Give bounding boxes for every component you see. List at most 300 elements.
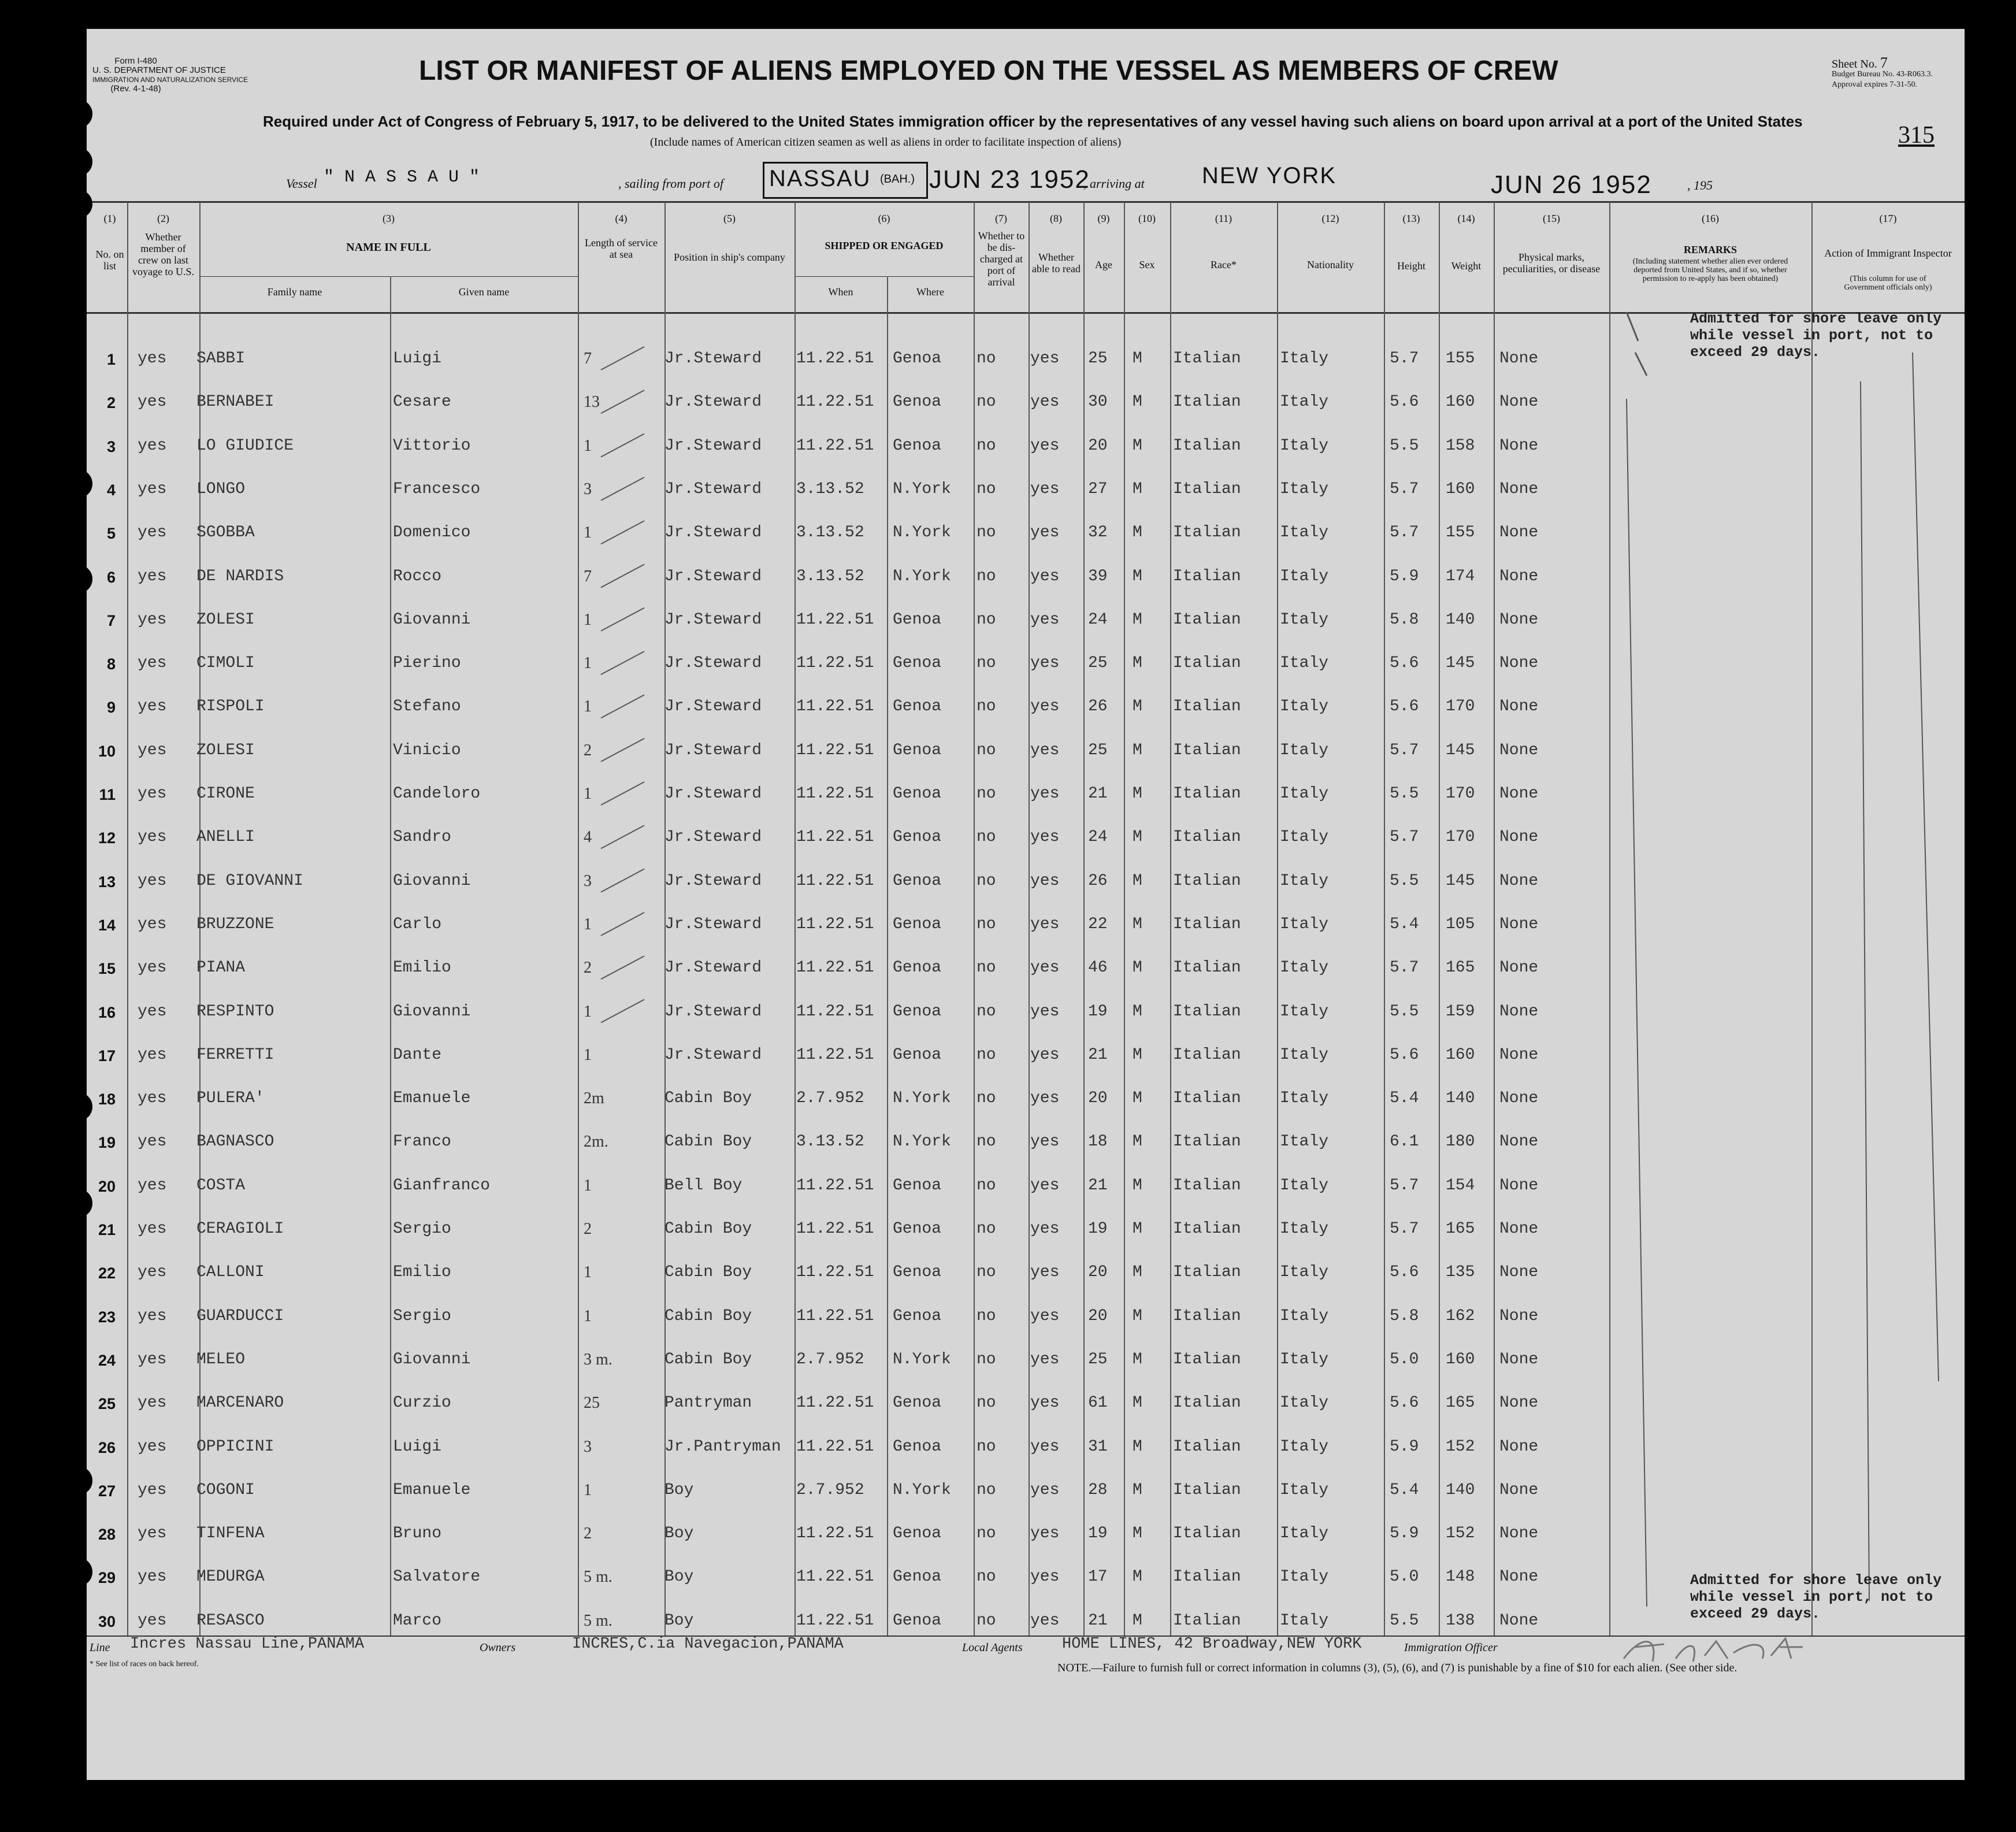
cell-family: OPPICINI	[196, 1437, 274, 1456]
cell-race: Italian	[1173, 1263, 1241, 1282]
header-remarks-note: (Including statement whether alien ever ordered deported from United States, and if so, whether permission to re-apply has been obtained)	[1632, 257, 1788, 283]
cell-discharged: no	[977, 1176, 996, 1195]
cell-marks: None	[1499, 1350, 1539, 1369]
cell-marks: None	[1499, 1481, 1539, 1499]
line-label: Line	[90, 1641, 110, 1654]
cell-service: 3	[584, 872, 592, 890]
pencil-column-line	[1913, 353, 1939, 1381]
cell-nationality: Italy	[1280, 1133, 1329, 1151]
cell-race: Italian	[1173, 1394, 1241, 1412]
cell-read: yes	[1030, 393, 1060, 411]
cell-when: 11.22.51	[796, 959, 874, 977]
pencil-check-mark	[601, 1000, 644, 1023]
vessel-name: " N A S S A U "	[324, 168, 480, 187]
cell-race: Italian	[1173, 393, 1241, 411]
row-number: 6	[106, 568, 116, 586]
cell-race: Italian	[1173, 1350, 1241, 1369]
cell-sex: M	[1133, 654, 1142, 673]
cell-marks: None	[1499, 1045, 1539, 1064]
cell-service: 1	[584, 698, 592, 716]
cell-crew: yes	[138, 350, 167, 368]
cell-nationality: Italy	[1280, 610, 1329, 629]
cell-sex: M	[1133, 1350, 1142, 1369]
cell-weight: 174	[1446, 567, 1475, 585]
cell-age: 31	[1088, 1437, 1108, 1456]
cell-marks: None	[1499, 915, 1539, 933]
cell-read: yes	[1030, 654, 1060, 673]
cell-discharged: no	[977, 480, 996, 498]
cell-height: 6.1	[1390, 1133, 1419, 1151]
cell-when: 11.22.51	[796, 436, 874, 455]
cell-race: Italian	[1173, 524, 1241, 542]
cell-when: 2.7.952	[796, 1350, 864, 1369]
cell-race: Italian	[1173, 1133, 1241, 1151]
header-nationality: Nationality	[1307, 259, 1354, 270]
cell-where: N.York	[893, 1133, 951, 1151]
header-weight: Weight	[1451, 260, 1482, 272]
cell-weight: 165	[1446, 1394, 1475, 1412]
cell-height: 5.7	[1390, 1176, 1419, 1195]
cell-position: Jr.Steward	[664, 350, 762, 368]
cell-age: 21	[1088, 1176, 1108, 1195]
cell-service: 3 m.	[584, 1350, 612, 1369]
cell-age: 17	[1088, 1568, 1108, 1586]
cell-read: yes	[1030, 1176, 1060, 1195]
cell-height: 5.6	[1390, 654, 1419, 673]
cell-sex: M	[1133, 1220, 1142, 1238]
cell-given: Giovanni	[393, 1002, 471, 1021]
cell-family: ANELLI	[196, 828, 255, 847]
row-number: 8	[106, 655, 116, 673]
cell-marks: None	[1499, 1525, 1539, 1543]
cell-service: 3	[584, 480, 592, 498]
cell-given: Dante	[393, 1045, 442, 1064]
cell-service: 2	[584, 741, 592, 759]
cell-service: 1	[584, 610, 592, 629]
approval-expires: Approval expires 7-31-50.	[1832, 80, 1918, 89]
colnum-14: (14)	[1457, 213, 1475, 224]
cell-race: Italian	[1173, 1045, 1241, 1064]
cell-weight: 140	[1446, 610, 1475, 629]
form-number: Form I-480	[114, 56, 157, 66]
cell-given: Carlo	[393, 915, 442, 933]
cell-height: 5.5	[1390, 872, 1419, 890]
cell-given: Pierino	[393, 654, 461, 673]
cell-discharged: no	[977, 1089, 996, 1108]
cell-family: LONGO	[196, 480, 246, 498]
cell-service: 2m.	[584, 1133, 608, 1151]
cell-when: 11.22.51	[796, 1307, 874, 1325]
cell-given: Bruno	[393, 1525, 442, 1543]
cell-when: 11.22.51	[796, 828, 874, 847]
cell-when: 11.22.51	[796, 1263, 874, 1282]
cell-when: 11.22.51	[796, 872, 874, 890]
cell-when: 11.22.51	[796, 1176, 874, 1195]
cell-service: 1	[584, 1263, 592, 1282]
cell-service: 5 m.	[584, 1611, 612, 1630]
pencil-check-mark	[601, 651, 644, 674]
pencil-initial-mark	[1635, 353, 1647, 376]
cell-where: Genoa	[893, 1263, 942, 1282]
cell-given: Curzio	[393, 1394, 451, 1412]
cell-family: PIANA	[196, 959, 246, 977]
cell-weight: 160	[1446, 1350, 1475, 1369]
cell-marks: None	[1499, 350, 1539, 368]
cell-race: Italian	[1173, 1611, 1241, 1630]
cell-family: LO GIUDICE	[196, 436, 294, 455]
cell-sex: M	[1133, 741, 1142, 759]
cell-crew: yes	[138, 1525, 167, 1543]
cell-position: Jr.Steward	[664, 567, 762, 585]
cell-read: yes	[1030, 480, 1060, 498]
cell-sex: M	[1133, 1133, 1142, 1151]
cell-sex: M	[1133, 1481, 1142, 1499]
cell-age: 19	[1088, 1002, 1108, 1021]
cell-read: yes	[1030, 828, 1060, 847]
cell-weight: 159	[1446, 1002, 1475, 1021]
cell-sex: M	[1133, 480, 1142, 498]
cell-age: 27	[1088, 480, 1108, 498]
sailing-label: , sailing from port of	[618, 176, 723, 191]
colnum-12: (12)	[1321, 213, 1339, 224]
row-number: 7	[106, 611, 116, 629]
cell-when: 2.7.952	[796, 1481, 864, 1499]
cell-discharged: no	[977, 1220, 996, 1238]
cell-discharged: no	[977, 524, 996, 542]
fine-note: NOTE.—Failure to furnish full or correct information in columns (3), (5), (6), and (7) is punishable by a fine of $10 for each alien. (See other side.	[1057, 1662, 1737, 1674]
cell-given: Marco	[393, 1611, 442, 1630]
cell-service: 1	[584, 1481, 592, 1499]
row-number: 29	[98, 1569, 116, 1587]
page-title: LIST OR MANIFEST OF ALIENS EMPLOYED ON THE VESSEL AS MEMBERS OF CREW	[419, 55, 1558, 86]
remarks-stamp-top	[1690, 310, 1941, 361]
header-able-to-read: Whether able to read	[1032, 251, 1081, 275]
cell-where: Genoa	[893, 698, 942, 716]
cell-family: SGOBBA	[196, 524, 255, 542]
required-statement: Required under Act of Congress of February 5, 1917, to be delivered to the United States immigration officer by the representatives of any vessel having such aliens on board upon arrival at a port of the United States	[263, 113, 1803, 130]
cell-position: Cabin Boy	[664, 1263, 752, 1282]
header-sex: Sex	[1139, 259, 1155, 270]
pencil-check-mark	[601, 477, 644, 500]
cell-weight: 145	[1446, 741, 1475, 759]
row-number: 26	[98, 1438, 116, 1456]
cell-where: Genoa	[893, 959, 942, 977]
cell-height: 5.0	[1390, 1350, 1419, 1369]
row-number: 12	[98, 829, 116, 847]
remarks-bottom-line-3: exceed 29 days.	[1690, 1605, 1821, 1622]
cell-when: 11.22.51	[796, 654, 874, 673]
cell-nationality: Italy	[1280, 1002, 1329, 1021]
pencil-check-mark	[601, 695, 644, 718]
cell-height: 5.4	[1390, 1481, 1419, 1499]
cell-discharged: no	[977, 1525, 996, 1543]
cell-discharged: no	[977, 567, 996, 585]
cell-given: Emanuele	[393, 1481, 471, 1499]
cell-read: yes	[1030, 1481, 1060, 1499]
cell-where: N.York	[893, 567, 951, 585]
cell-crew: yes	[138, 654, 167, 673]
cell-read: yes	[1030, 915, 1060, 933]
arrival-date-stamp: JUN 26 1952	[1491, 170, 1652, 199]
cell-where: Genoa	[893, 1307, 942, 1325]
cell-sex: M	[1133, 1568, 1142, 1586]
cell-read: yes	[1030, 1394, 1060, 1412]
colnum-10: (10)	[1138, 213, 1156, 224]
cell-crew: yes	[138, 698, 167, 716]
cell-weight: 105	[1446, 915, 1475, 933]
cell-discharged: no	[977, 698, 996, 716]
cell-marks: None	[1499, 698, 1539, 716]
cell-weight: 138	[1446, 1611, 1475, 1630]
row-number: 17	[98, 1047, 116, 1065]
row-number: 21	[98, 1221, 116, 1238]
cell-when: 2.7.952	[796, 1089, 864, 1108]
colnum-4: (4)	[615, 213, 628, 224]
cell-crew: yes	[138, 567, 167, 585]
cell-race: Italian	[1173, 1307, 1241, 1325]
cell-nationality: Italy	[1280, 828, 1329, 847]
cell-marks: None	[1499, 1263, 1539, 1282]
cell-given: Domenico	[393, 524, 471, 542]
cell-where: Genoa	[893, 1394, 942, 1412]
cell-height: 5.5	[1390, 436, 1419, 455]
cell-when: 11.22.51	[796, 698, 874, 716]
cell-age: 20	[1088, 1263, 1108, 1282]
cell-race: Italian	[1173, 350, 1241, 368]
revision: (Rev. 4-1-48)	[110, 84, 161, 94]
cell-given: Giovanni	[393, 610, 471, 629]
row-number: 27	[98, 1482, 116, 1500]
cell-where: Genoa	[893, 1176, 942, 1195]
cell-service: 2m	[584, 1089, 604, 1108]
cell-sex: M	[1133, 1089, 1142, 1108]
cell-crew: yes	[138, 1568, 167, 1586]
cell-age: 26	[1088, 872, 1108, 890]
cell-position: Jr.Steward	[664, 393, 762, 411]
cell-age: 24	[1088, 610, 1108, 629]
owners-value: INCRES,C.ia Navegacion,PANAMA	[572, 1636, 844, 1653]
cell-marks: None	[1499, 1176, 1539, 1195]
cell-height: 5.6	[1390, 698, 1419, 716]
cell-position: Cabin Boy	[664, 1089, 752, 1108]
cell-given: Sandro	[393, 828, 451, 847]
cell-discharged: no	[977, 1568, 996, 1586]
cell-crew: yes	[138, 1089, 167, 1108]
cell-family: CIMOLI	[196, 654, 255, 673]
cell-read: yes	[1030, 1002, 1060, 1021]
agents-value: HOME LINES, 42 Broadway,NEW YORK	[1062, 1636, 1362, 1653]
cell-nationality: Italy	[1280, 1176, 1329, 1195]
colnum-16: (16)	[1702, 213, 1719, 224]
cell-read: yes	[1030, 567, 1060, 585]
punch-hole	[64, 469, 92, 498]
cell-marks: None	[1499, 785, 1539, 803]
cell-position: Boy	[664, 1568, 694, 1586]
cell-where: Genoa	[893, 654, 942, 673]
cell-crew: yes	[138, 1350, 167, 1369]
header-race: Race*	[1211, 259, 1237, 270]
pencil-column-line	[1627, 399, 1647, 1607]
cell-nationality: Italy	[1280, 741, 1329, 759]
cell-crew: yes	[138, 1133, 167, 1151]
cell-age: 21	[1088, 1045, 1108, 1064]
pencil-check-mark	[601, 390, 644, 413]
cell-when: 11.22.51	[796, 610, 874, 629]
cell-height: 5.7	[1390, 1220, 1419, 1238]
cell-crew: yes	[138, 872, 167, 890]
header-name-in-full: NAME IN FULL	[346, 241, 431, 254]
cell-sex: M	[1133, 610, 1142, 629]
cell-position: Jr.Steward	[664, 828, 762, 847]
cell-discharged: no	[977, 350, 996, 368]
cell-when: 11.22.51	[796, 915, 874, 933]
cell-weight: 154	[1446, 1176, 1475, 1195]
cell-service: 2	[584, 1525, 592, 1543]
include-note: (Include names of American citizen seamen as well as aliens in order to facilitate inspection of aliens)	[650, 136, 1122, 149]
cell-nationality: Italy	[1280, 1089, 1329, 1108]
cell-sex: M	[1133, 872, 1142, 890]
row-number: 19	[98, 1134, 116, 1152]
pencil-check-mark	[601, 434, 644, 457]
cell-when: 11.22.51	[796, 1525, 874, 1543]
page-number: 315	[1898, 122, 1935, 149]
cell-crew: yes	[138, 524, 167, 542]
cell-race: Italian	[1173, 741, 1241, 759]
header-family-name: Family name	[267, 286, 322, 298]
cell-height: 5.9	[1390, 1525, 1419, 1543]
sailing-port: NASSAU	[769, 166, 871, 191]
cell-age: 20	[1088, 1307, 1108, 1325]
cell-service: 1	[584, 1176, 592, 1195]
pencil-check-mark	[601, 608, 644, 631]
cell-height: 5.6	[1390, 393, 1419, 411]
cell-given: Emanuele	[393, 1089, 471, 1108]
cell-where: Genoa	[893, 1002, 942, 1021]
cell-sex: M	[1133, 1045, 1142, 1064]
cell-given: Stefano	[393, 698, 461, 716]
cell-age: 25	[1088, 350, 1108, 368]
cell-nationality: Italy	[1280, 436, 1329, 455]
cell-family: BRUZZONE	[196, 915, 274, 933]
cell-age: 20	[1088, 436, 1108, 455]
cell-position: Jr.Steward	[664, 480, 762, 498]
cell-height: 5.9	[1390, 567, 1419, 585]
cell-marks: None	[1499, 654, 1539, 673]
cell-where: Genoa	[893, 872, 942, 890]
cell-marks: None	[1499, 436, 1539, 455]
cell-service: 2	[584, 1220, 592, 1238]
cell-where: Genoa	[893, 436, 942, 455]
cell-read: yes	[1030, 350, 1060, 368]
cell-height: 5.5	[1390, 1611, 1419, 1630]
cell-crew: yes	[138, 393, 167, 411]
cell-race: Italian	[1173, 436, 1241, 455]
cell-read: yes	[1030, 1263, 1060, 1282]
cell-when: 11.22.51	[796, 1611, 874, 1630]
cell-service: 2	[584, 959, 592, 977]
cell-weight: 155	[1446, 350, 1475, 368]
cell-weight: 160	[1446, 393, 1475, 411]
arriving-label: , arriving at	[1083, 176, 1145, 191]
cell-age: 61	[1088, 1394, 1108, 1412]
cell-height: 5.7	[1390, 480, 1419, 498]
cell-crew: yes	[138, 480, 167, 498]
header-where: Where	[916, 286, 944, 298]
cell-where: N.York	[893, 480, 951, 498]
cell-weight: 170	[1446, 828, 1475, 847]
header-length-of-service: Length of service at sea	[585, 237, 658, 260]
cell-where: N.York	[893, 1481, 951, 1499]
row-number: 16	[98, 1003, 116, 1021]
cell-discharged: no	[977, 1307, 996, 1325]
cell-nationality: Italy	[1280, 959, 1329, 977]
cell-marks: None	[1499, 480, 1539, 498]
cell-where: Genoa	[893, 1568, 942, 1586]
remarks-top-line-2: while vessel in port, not to	[1690, 327, 1933, 344]
row-number: 15	[98, 960, 116, 978]
cell-when: 3.13.52	[796, 480, 864, 498]
cell-crew: yes	[138, 1002, 167, 1021]
cell-race: Italian	[1173, 1525, 1241, 1543]
cell-nationality: Italy	[1280, 1481, 1329, 1499]
row-number: 9	[106, 699, 116, 717]
cell-nationality: Italy	[1280, 1525, 1329, 1543]
cell-crew: yes	[138, 1045, 167, 1064]
cell-height: 5.6	[1390, 1394, 1419, 1412]
cell-where: Genoa	[893, 1525, 942, 1543]
arriving-port: NEW YORK	[1202, 163, 1337, 188]
cell-nationality: Italy	[1280, 698, 1329, 716]
colnum-2: (2)	[157, 213, 169, 224]
cell-marks: None	[1499, 1611, 1539, 1630]
cell-height: 5.7	[1390, 828, 1419, 847]
cell-height: 5.8	[1390, 1307, 1419, 1325]
header-remarks: REMARKS	[1683, 244, 1737, 255]
cell-given: Giovanni	[393, 872, 471, 890]
cell-service: 13	[584, 393, 600, 411]
cell-when: 11.22.51	[796, 350, 874, 368]
cell-race: Italian	[1173, 567, 1241, 585]
pencil-check-mark	[601, 521, 644, 544]
row-number: 1	[106, 351, 116, 368]
cell-position: Jr.Steward	[664, 785, 762, 803]
row-number: 25	[98, 1395, 116, 1413]
cell-sex: M	[1133, 915, 1142, 933]
punch-hole	[64, 1092, 92, 1121]
cell-read: yes	[1030, 1307, 1060, 1325]
year-suffix: , 195	[1687, 178, 1713, 192]
cell-given: Vinicio	[393, 741, 461, 759]
cell-family: CALLONI	[196, 1263, 265, 1282]
cell-sex: M	[1133, 1176, 1142, 1195]
cell-position: Boy	[664, 1525, 694, 1543]
cell-discharged: no	[977, 393, 996, 411]
cell-age: 46	[1088, 959, 1108, 977]
cell-crew: yes	[138, 785, 167, 803]
cell-crew: yes	[138, 828, 167, 847]
cell-age: 22	[1088, 915, 1108, 933]
cell-where: Genoa	[893, 1220, 942, 1238]
header-when: When	[828, 286, 853, 298]
cell-race: Italian	[1173, 1002, 1241, 1021]
cell-family: MARCENARO	[196, 1394, 284, 1412]
cell-weight: 145	[1446, 872, 1475, 890]
punch-hole	[64, 99, 92, 128]
cell-where: Genoa	[893, 1611, 942, 1630]
service-name: IMMIGRATION AND NATURALIZATION SERVICE	[92, 76, 248, 84]
cell-sex: M	[1133, 698, 1142, 716]
cell-given: Emilio	[393, 1263, 451, 1282]
